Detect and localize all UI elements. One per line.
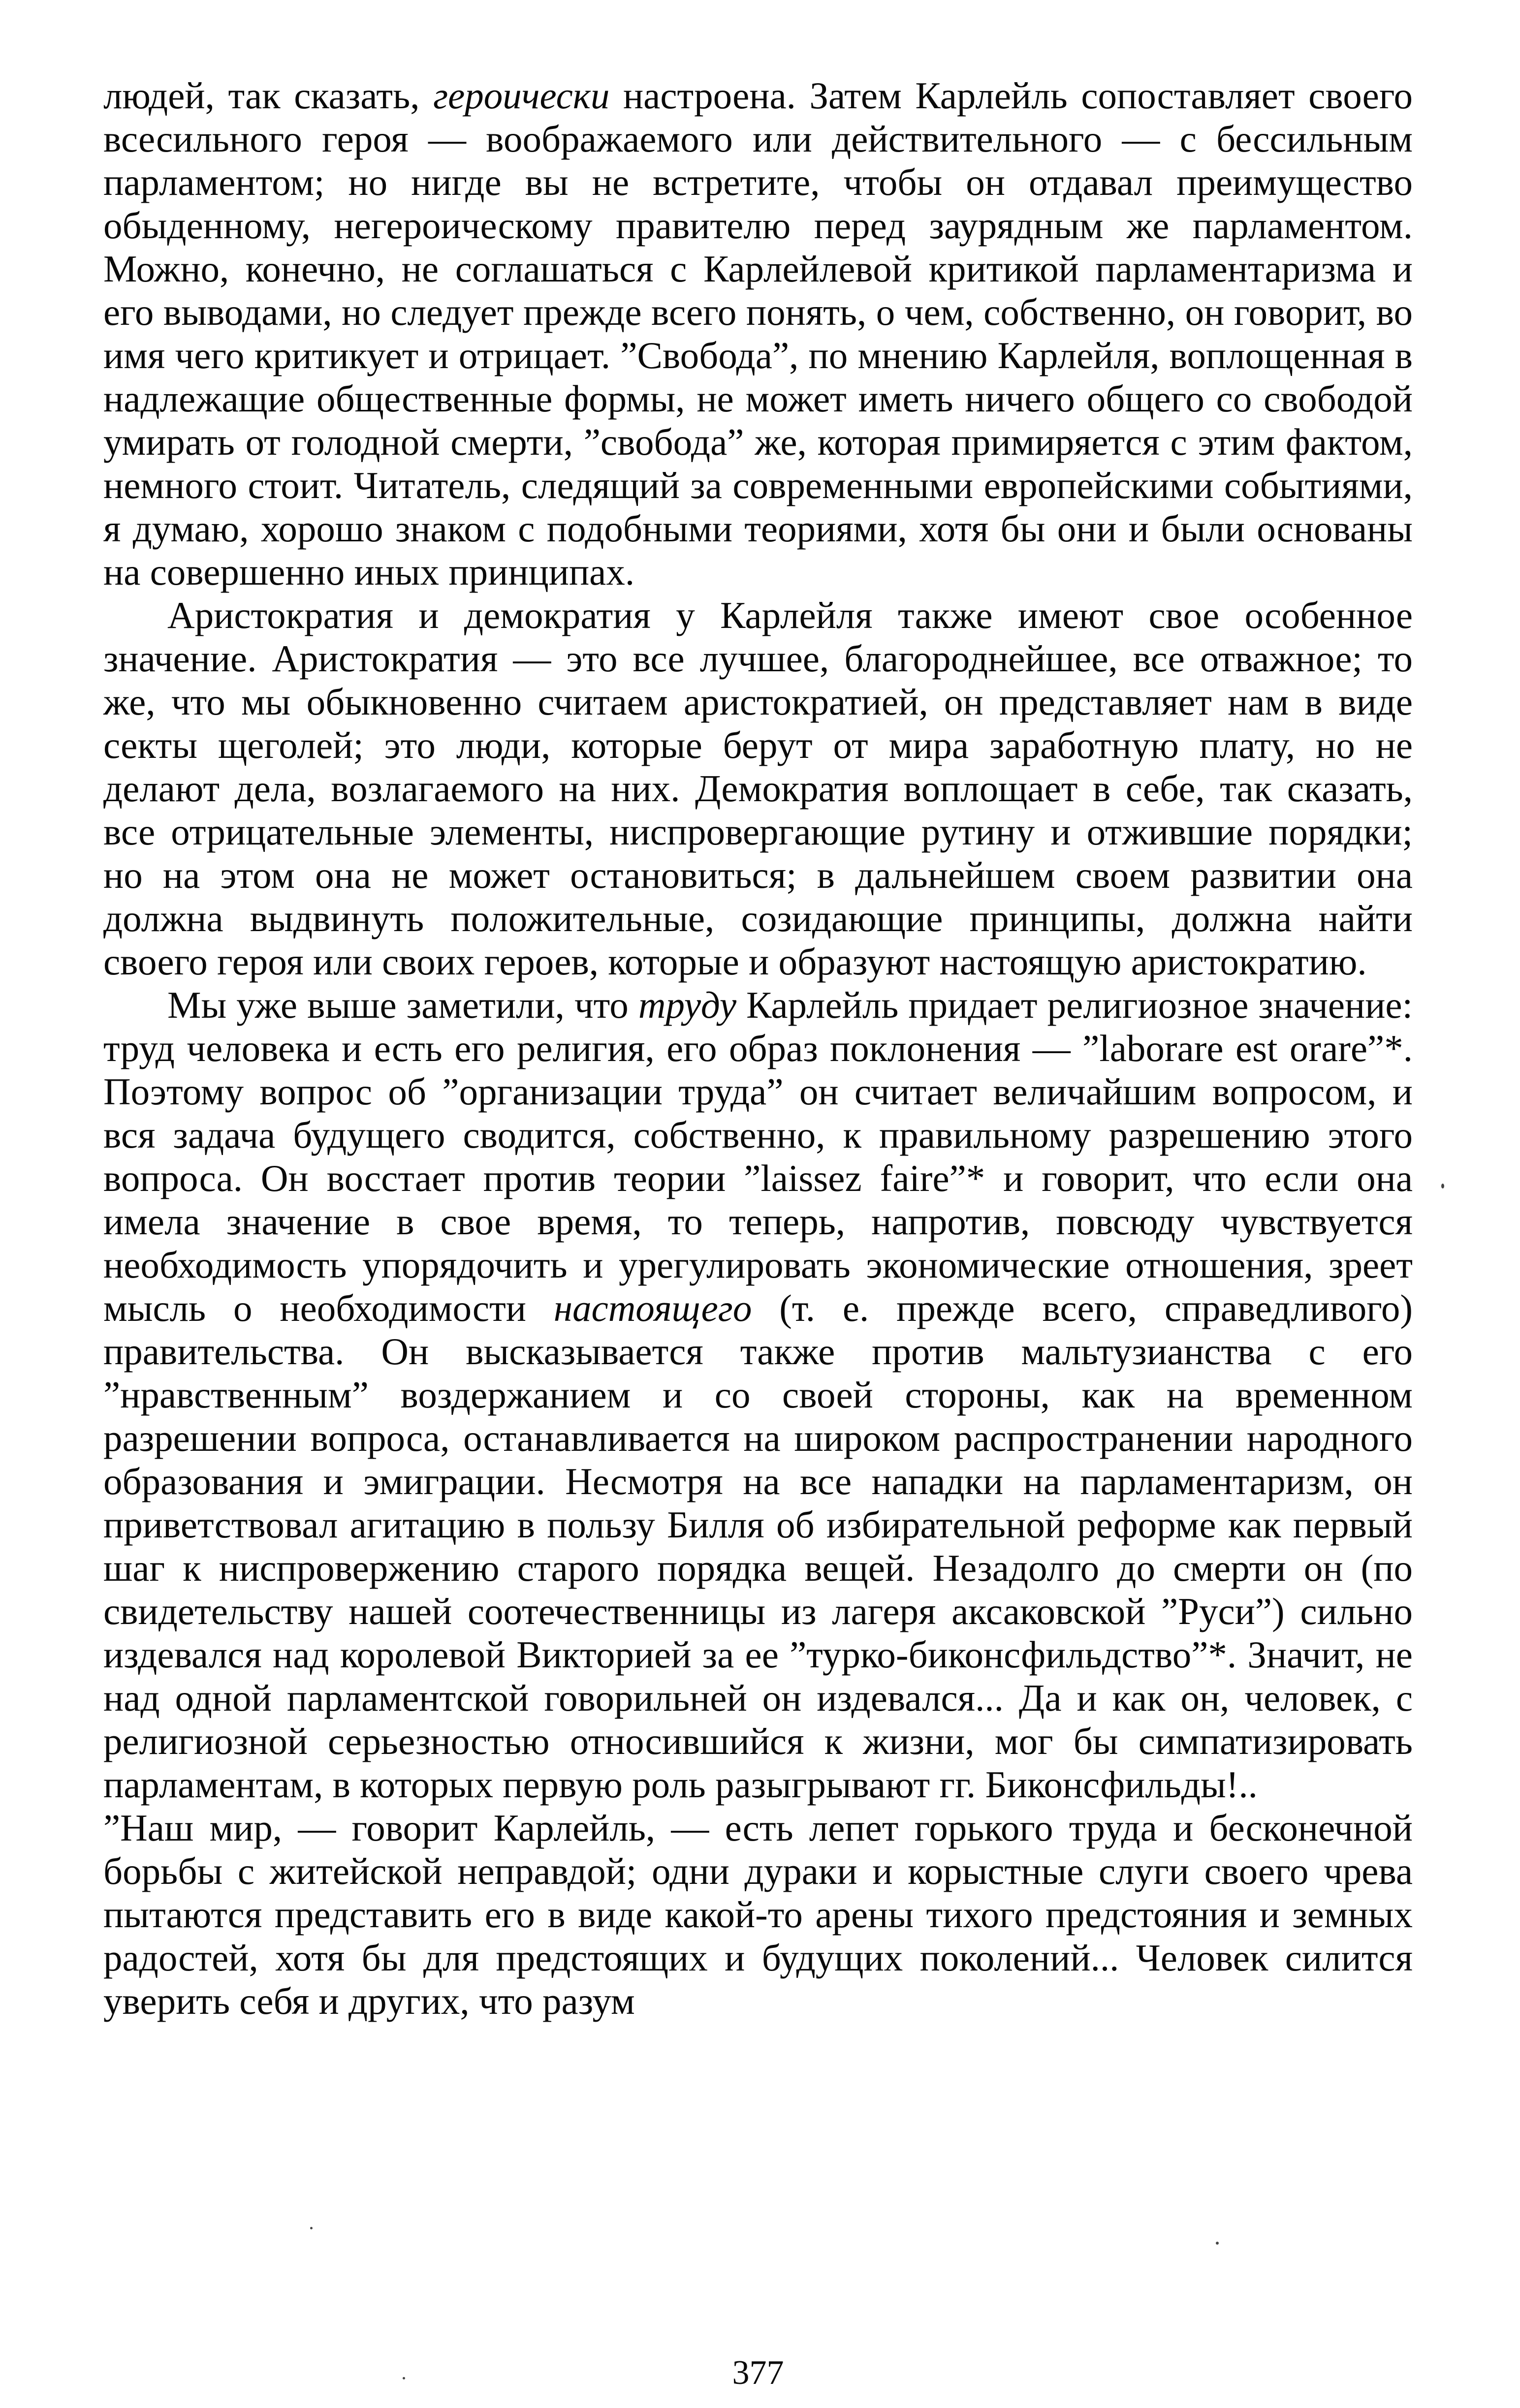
text-run: (т. е. прежде всего, справедливого) правительства. Он высказывается также против мальтузианства с его ”нравственным” воздержанием и со своей стороны, как на временном разрешении вопроса, останавливается на широком распространении народного образования и эмиграции. Несмотря на все нападки на парламентаризм, он приветствовал агитацию в пользу Билля об избирательной реформе как первый шаг к ниспровержению старого порядка вещей. Незадолго до смерти он (по свидетельству нашей соотечественницы из лагеря аксаковской ”Руси”) сильно издевался над королевой Викторией за ее ”турко-биконсфильдство”*. Значит, не над одной парламентской говорильней он издевался... Да и как он, человек, с религиозной серьезностью относившийся к жизни, мог бы симпатизировать парламентам, в которых первую роль разыгрывают гг. Биконсфильды!.. xyxy=(103,1287,1413,1806)
text-run: людей, так сказать, xyxy=(103,74,434,117)
paragraph xyxy=(103,74,1413,594)
text-run: ”Наш мир, — говорит Карлейль, — есть лепет горького труда и бесконечной борьбы с житейской неправдой; одни дураки и корыстные слуги своего чрева пытаются представить его в виде какой-то арены тихого предстояния и земных радостей, хотя бы для предстоящих и будущих поколений... Человек силится уверить себя и других, что разум xyxy=(103,1807,1413,2022)
paragraph xyxy=(103,983,1413,1806)
paragraph xyxy=(103,594,1413,983)
speck xyxy=(1441,1184,1444,1188)
text-run: настроена. Затем Карлейль сопоставляет своего всесильного героя — воображаемого или действительного — с бессильным парламентом; но нигде вы не встретите, чтобы он отдавал преимущество обыденному, негероическому правителю перед заурядным же парламентом. Можно, конечно, не соглашаться с Карлейлевой критикой парламентаризма и его выводами, но следует прежде всего понять, о чем, собственно, он говорит, во имя чего критикует и отрицает. ”Свобода”, по мнению Карлейля, воплощенная в надлежащие общественные формы, не может иметь ничего общего со свободой умирать от голодной смерти, ”свобода” же, которая примиряется с этим фактом, немного стоит. Читатель, следящий за современными европейскими событиями, я думаю, хорошо знаком с подобными теориями, хотя бы они и были основаны на совершенно иных принципах. xyxy=(103,74,1413,593)
book-page xyxy=(103,74,1413,2392)
text-run: Карлейль придает религиозное значение: труд человека и есть его религия, его образ поклонения — ”laborare est orare”*. Поэтому вопрос об ”организации труда” он считает величайшим вопросом, и вся задача будущего сводится, собственно, к правильному разрешению этого вопроса. Он восстает против теории ”laissez faire”* и говорит, что если она имела значение в свое время, то теперь, напротив, повсюду чувствуется необходимость упорядочить и урегулировать экономические отношения, зреет мысль о необходимости xyxy=(103,984,1413,1329)
speck xyxy=(403,2377,405,2379)
italic-text: труду xyxy=(638,984,736,1026)
page-number: 377 xyxy=(732,2354,784,2392)
speck xyxy=(1216,2242,1219,2245)
italic-text: героически xyxy=(433,74,610,117)
body-text xyxy=(103,74,1413,2023)
italic-text: настоящего xyxy=(553,1287,752,1329)
text-run: Аристократия и демократия у Карлейля также имеют свое особенное значение. Аристократия — это все лучшее, благороднейшее, все отважное; то же, что мы обыкновенно считаем аристократией, он представляет нам в виде секты щеголей; это люди, которые берут от мира заработную плату, но не делают дела, возлагаемого на них. Демократия воплощает в себе, так сказать, все отрицательные элементы, ниспровергающие рутину и отжившие порядки; но на этом она не может остановиться; в дальнейшем своем развитии она должна выдвинуть положительные, созидающие принципы, должна найти своего героя или своих героев, которые и образуют настоящую аристократию. xyxy=(103,594,1413,983)
text-run: Мы уже выше заметили, что xyxy=(167,984,638,1026)
paragraph xyxy=(103,1806,1413,2023)
speck xyxy=(310,2227,313,2229)
